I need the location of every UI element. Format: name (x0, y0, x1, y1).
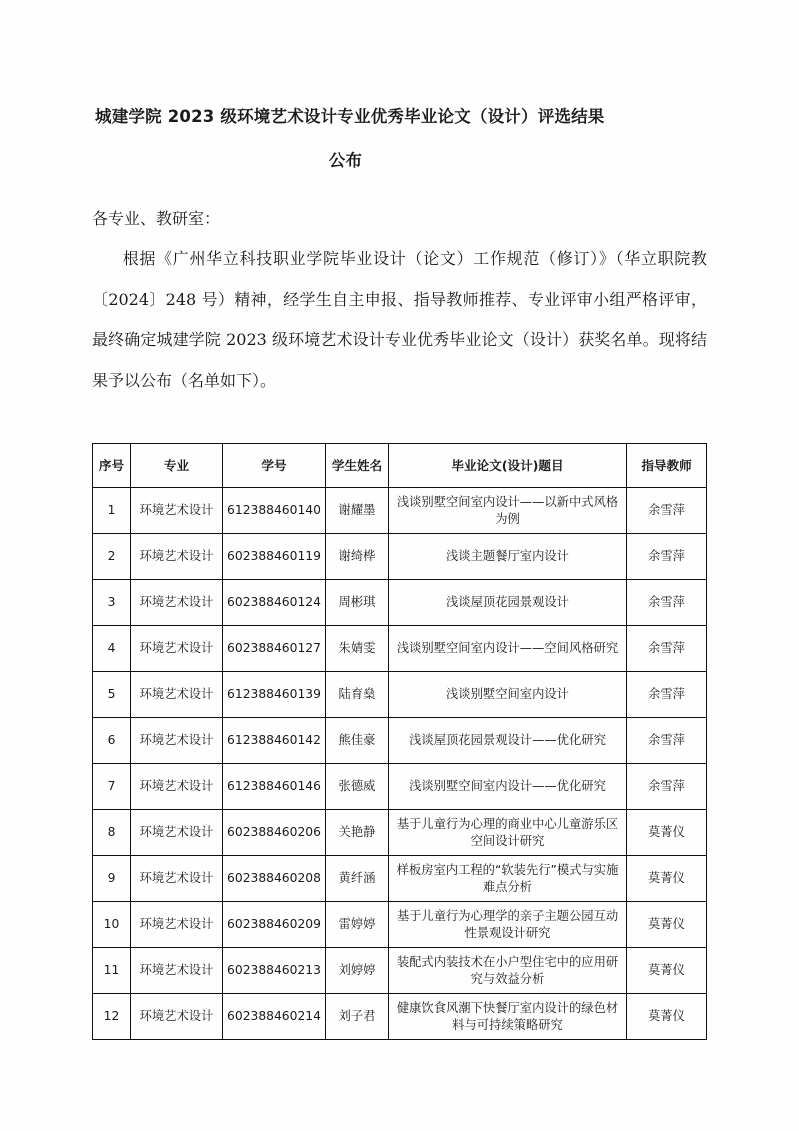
cell-topic: 浅谈别墅空间室内设计——空间风格研究 (389, 626, 627, 672)
cell-no: 7 (93, 764, 131, 810)
paragraph-text: 根据《广州华立科技职业学院毕业设计（论文）工作规范（修订）》（华立职院教〔2024〕248 号）精神，经学生自主申报、指导教师推荐、专业评审小组严格评审，最终确定城建学院 2023 级环境艺术设计专业优秀毕业论文（设计）获奖名单。现将结果予以公布（名单如下）。 (92, 249, 707, 390)
cell-advisor: 余雪萍 (627, 672, 707, 718)
table-row (93, 948, 707, 994)
cell-student-id: 602388460209 (223, 902, 326, 948)
table-header-row (93, 444, 707, 488)
cell-no: 6 (93, 718, 131, 764)
cell-topic: 健康饮食风潮下快餐厅室内设计的绿色材料与可持续策略研究 (389, 994, 627, 1040)
cell-advisor: 余雪萍 (627, 764, 707, 810)
cell-student-name: 刘婷婷 (326, 948, 389, 994)
cell-no: 11 (93, 948, 131, 994)
cell-topic: 基于儿童行为心理的商业中心儿童游乐区空间设计研究 (389, 810, 627, 856)
cell-student-id: 612388460146 (223, 764, 326, 810)
column-header-no: 序号 (93, 444, 131, 488)
cell-major: 环境艺术设计 (131, 488, 223, 534)
cell-student-name: 黄纤涵 (326, 856, 389, 902)
cell-student-id: 602388460206 (223, 810, 326, 856)
cell-student-name: 熊佳豪 (326, 718, 389, 764)
cell-student-name: 张德威 (326, 764, 389, 810)
cell-student-id: 612388460140 (223, 488, 326, 534)
cell-topic: 样板房室内工程的“软装先行”模式与实施难点分析 (389, 856, 627, 902)
cell-topic: 浅谈主题餐厅室内设计 (389, 534, 627, 580)
cell-major: 环境艺术设计 (131, 626, 223, 672)
cell-topic: 装配式内装技术在小户型住宅中的应用研究与效益分析 (389, 948, 627, 994)
table-row (93, 718, 707, 764)
table-row (93, 902, 707, 948)
cell-student-name: 谢绮桦 (326, 534, 389, 580)
cell-advisor: 莫菁仪 (627, 902, 707, 948)
cell-advisor: 余雪萍 (627, 626, 707, 672)
cell-major: 环境艺术设计 (131, 672, 223, 718)
cell-major: 环境艺术设计 (131, 856, 223, 902)
cell-major: 环境艺术设计 (131, 810, 223, 856)
page-title-line-1: 城建学院 2023 级环境艺术设计专业优秀毕业论文（设计）评选结果 (95, 107, 605, 126)
cell-advisor: 莫菁仪 (627, 856, 707, 902)
cell-no: 10 (93, 902, 131, 948)
cell-student-id: 612388460139 (223, 672, 326, 718)
salutation: 各专业、教研室： (92, 209, 221, 228)
cell-advisor: 余雪萍 (627, 534, 707, 580)
table-row (93, 672, 707, 718)
cell-student-name: 雷婷婷 (326, 902, 389, 948)
cell-student-name: 陆育燊 (326, 672, 389, 718)
cell-topic: 基于儿童行为心理学的亲子主题公园互动性景观设计研究 (389, 902, 627, 948)
cell-no: 2 (93, 534, 131, 580)
cell-topic: 浅谈别墅空间室内设计——优化研究 (389, 764, 627, 810)
page-title (92, 95, 707, 183)
cell-student-name: 刘子君 (326, 994, 389, 1040)
cell-advisor: 莫菁仪 (627, 810, 707, 856)
cell-student-id: 602388460127 (223, 626, 326, 672)
cell-student-name: 谢耀墨 (326, 488, 389, 534)
cell-student-id: 602388460213 (223, 948, 326, 994)
cell-student-name: 朱婧雯 (326, 626, 389, 672)
cell-topic: 浅谈屋顶花园景观设计 (389, 580, 627, 626)
cell-major: 环境艺术设计 (131, 718, 223, 764)
cell-student-id: 602388460208 (223, 856, 326, 902)
cell-student-id: 602388460119 (223, 534, 326, 580)
cell-topic: 浅谈别墅空间室内设计 (389, 672, 627, 718)
cell-advisor: 余雪萍 (627, 488, 707, 534)
cell-no: 9 (93, 856, 131, 902)
cell-student-id: 602388460214 (223, 994, 326, 1040)
cell-major: 环境艺术设计 (131, 580, 223, 626)
cell-student-id: 612388460142 (223, 718, 326, 764)
table-row (93, 488, 707, 534)
cell-advisor: 余雪萍 (627, 718, 707, 764)
column-header-major: 专业 (131, 444, 223, 488)
column-header-student-name: 学生姓名 (326, 444, 389, 488)
table-row (93, 580, 707, 626)
cell-no: 4 (93, 626, 131, 672)
table-row (93, 856, 707, 902)
cell-no: 8 (93, 810, 131, 856)
page-title-line-2: 公布 (328, 151, 363, 170)
cell-advisor: 莫菁仪 (627, 948, 707, 994)
cell-advisor: 余雪萍 (627, 580, 707, 626)
table-row (93, 626, 707, 672)
cell-no: 5 (93, 672, 131, 718)
column-header-topic: 毕业论文(设计)题目 (389, 444, 627, 488)
cell-advisor: 莫菁仪 (627, 994, 707, 1040)
cell-major: 环境艺术设计 (131, 902, 223, 948)
award-list-table (92, 443, 707, 1040)
cell-student-id: 602388460124 (223, 580, 326, 626)
body-paragraph (92, 239, 707, 401)
cell-no: 12 (93, 994, 131, 1040)
cell-major: 环境艺术设计 (131, 948, 223, 994)
table-row (93, 764, 707, 810)
table-row (93, 810, 707, 856)
cell-no: 1 (93, 488, 131, 534)
table-row (93, 534, 707, 580)
cell-major: 环境艺术设计 (131, 534, 223, 580)
column-header-advisor: 指导教师 (627, 444, 707, 488)
cell-major: 环境艺术设计 (131, 764, 223, 810)
cell-student-name: 关艳静 (326, 810, 389, 856)
table-row (93, 994, 707, 1040)
cell-topic: 浅谈屋顶花园景观设计——优化研究 (389, 718, 627, 764)
cell-student-name: 周彬琪 (326, 580, 389, 626)
column-header-student-id: 学号 (223, 444, 326, 488)
cell-major: 环境艺术设计 (131, 994, 223, 1040)
cell-topic: 浅谈别墅空间室内设计——以新中式风格为例 (389, 488, 627, 534)
cell-no: 3 (93, 580, 131, 626)
